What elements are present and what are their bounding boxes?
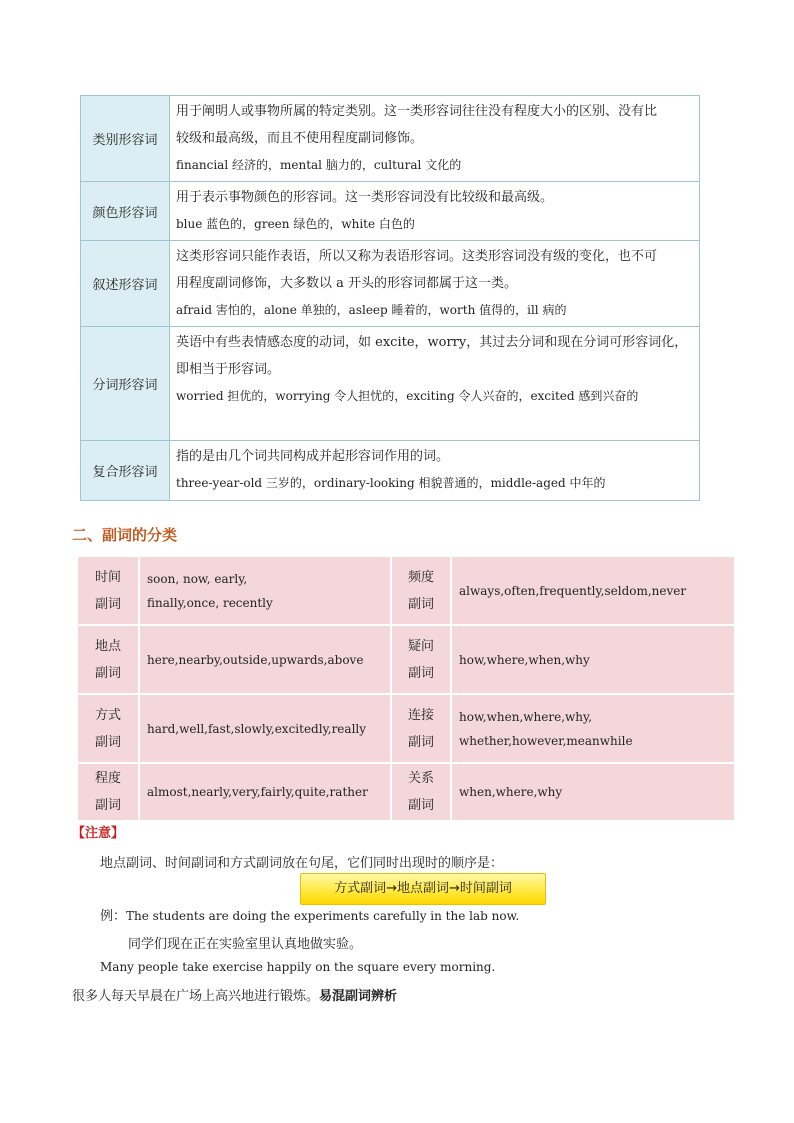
description-line: 用于阐明人或事物所属的特定类别。这一类形容词往往没有程度大小的区别、没有比 xyxy=(176,104,658,119)
description-line: 较级和最高级，而且不使用程度副词修饰。 xyxy=(176,131,424,146)
note-label: 【注意】 xyxy=(72,826,125,841)
order-rule-text: 地点副词、时间副词和方式副词放在句尾，它们同时出现时的顺序是： xyxy=(100,856,504,871)
example-english: The students are doing the experiments carefully in the lab now. xyxy=(126,909,520,923)
example-chinese: 很多人每天早晨在广场上高兴地进行锻炼。 xyxy=(72,989,320,1004)
example-line: three-year-old 三岁的，ordinary-looking 相貌普通的，middle-aged 中年的 xyxy=(176,476,606,490)
category-cell: 分词形容词 xyxy=(81,327,170,441)
adverb-list-cell xyxy=(451,625,735,694)
adverb-list-cell xyxy=(139,625,391,694)
adverb-list-line: finally,once, recently xyxy=(147,595,273,610)
category-cell xyxy=(391,625,451,694)
adverb-list-cell xyxy=(139,763,391,821)
table-row xyxy=(81,182,700,241)
description-cell xyxy=(170,182,700,241)
adverb-list-line: here,nearby,outside,upwards,above xyxy=(147,652,364,667)
category-line: 疑问 xyxy=(407,638,434,654)
category-cell xyxy=(77,694,139,763)
category-cell: 类别形容词 xyxy=(81,96,170,182)
adverb-list-cell xyxy=(451,694,735,763)
category-line: 地点 xyxy=(94,638,121,654)
description-line: 英语中有些表情感态度的动词，如 excite，worry，其过去分词和现在分词可形容词化， xyxy=(176,335,688,350)
category-line: 频度 xyxy=(407,569,434,585)
adverb-list-cell xyxy=(451,763,735,821)
category-cell: 复合形容词 xyxy=(81,441,170,501)
adverb-list-line: soon, now, early, xyxy=(147,571,248,586)
example-translation xyxy=(72,985,397,1004)
adverb-list-line: when,where,why xyxy=(459,785,563,799)
table-row xyxy=(81,96,700,182)
description-cell xyxy=(170,327,700,441)
example-line: worried 担优的，worrying 令人担忧的，exciting 令人兴奋的，excited 感到兴奋的 xyxy=(176,389,639,403)
category-cell xyxy=(391,556,451,625)
category-line: 副词 xyxy=(407,798,434,813)
adverb-list-cell xyxy=(139,694,391,763)
description-line: 用于表示事物颜色的形容词。这一类形容词没有比较级和最高级。 xyxy=(176,190,554,205)
category-line: 副词 xyxy=(94,798,121,813)
example-translation: 同学们现在正在实验室里认真地做实验。 xyxy=(128,937,363,952)
category-cell: 颜色形容词 xyxy=(81,182,170,241)
category-cell xyxy=(77,625,139,694)
adverb-list-line: whether,however,meanwhile xyxy=(459,733,633,748)
category-cell xyxy=(391,763,451,821)
description-line: 这类形容词只能作表语，所以又称为表语形容词。这类形容词没有级的变化，也不可 xyxy=(176,249,658,264)
category-cell: 叙述形容词 xyxy=(81,241,170,327)
description-cell xyxy=(170,96,700,182)
example-sentence: Many people take exercise happily on the square every morning. xyxy=(100,960,496,974)
category-line: 连接 xyxy=(407,707,434,723)
table-row xyxy=(77,694,735,763)
example-line: blue 蓝色的，green 绿色的，white 白色的 xyxy=(176,217,415,231)
example-line: afraid 害怕的，alone 单独的，asleep 睡着的，worth 值得的，ill 病的 xyxy=(176,303,567,317)
table-row xyxy=(81,441,700,501)
category-line: 程度 xyxy=(94,771,121,786)
category-line: 方式 xyxy=(94,707,121,723)
category-line: 副词 xyxy=(407,665,434,681)
category-line: 副词 xyxy=(407,734,434,750)
adverb-list-cell xyxy=(139,556,391,625)
adverb-order-box: 方式副词→地点副词→时间副词 xyxy=(300,873,546,905)
description-line: 即相当于形容词。 xyxy=(176,362,281,377)
table-row xyxy=(81,241,700,327)
adjective-category-table xyxy=(80,95,700,501)
example-label: 例： xyxy=(100,909,127,924)
category-line: 副词 xyxy=(94,596,121,612)
description-cell xyxy=(170,241,700,327)
category-line: 副词 xyxy=(94,665,121,681)
table-row xyxy=(77,556,735,625)
category-cell xyxy=(77,763,139,821)
description-line: 用程度副词修饰，大多数以 a 开头的形容词都属于这一类。 xyxy=(176,276,518,291)
table-row xyxy=(77,763,735,821)
example-line: financial 经济的，mental 脑力的，cultural 文化的 xyxy=(176,158,462,172)
section-title: 二、副词的分类 xyxy=(72,526,178,544)
adverb-list-line: almost,nearly,very,fairly,quite,rather xyxy=(147,785,368,799)
adverb-list-line: hard,well,fast,slowly,excitedly,really xyxy=(147,721,367,736)
category-cell xyxy=(77,556,139,625)
adverb-list-line: how,where,when,why xyxy=(459,652,590,667)
category-line: 副词 xyxy=(407,596,434,612)
adverb-category-table xyxy=(76,555,736,822)
category-cell xyxy=(391,694,451,763)
description-cell xyxy=(170,441,700,501)
next-section-heading: 易混副词辨析 xyxy=(319,989,398,1004)
category-line: 副词 xyxy=(94,734,121,750)
table-row xyxy=(81,327,700,441)
adverb-list-line: always,often,frequently,seldom,never xyxy=(459,583,687,598)
category-line: 关系 xyxy=(407,771,434,786)
table-row xyxy=(77,625,735,694)
adverb-list-line: how,when,where,why, xyxy=(459,709,593,724)
category-line: 时间 xyxy=(94,569,121,585)
example-sentence xyxy=(100,905,519,924)
description-line: 指的是由几个词共同构成并起形容词作用的词。 xyxy=(176,449,450,464)
adverb-list-cell xyxy=(451,556,735,625)
